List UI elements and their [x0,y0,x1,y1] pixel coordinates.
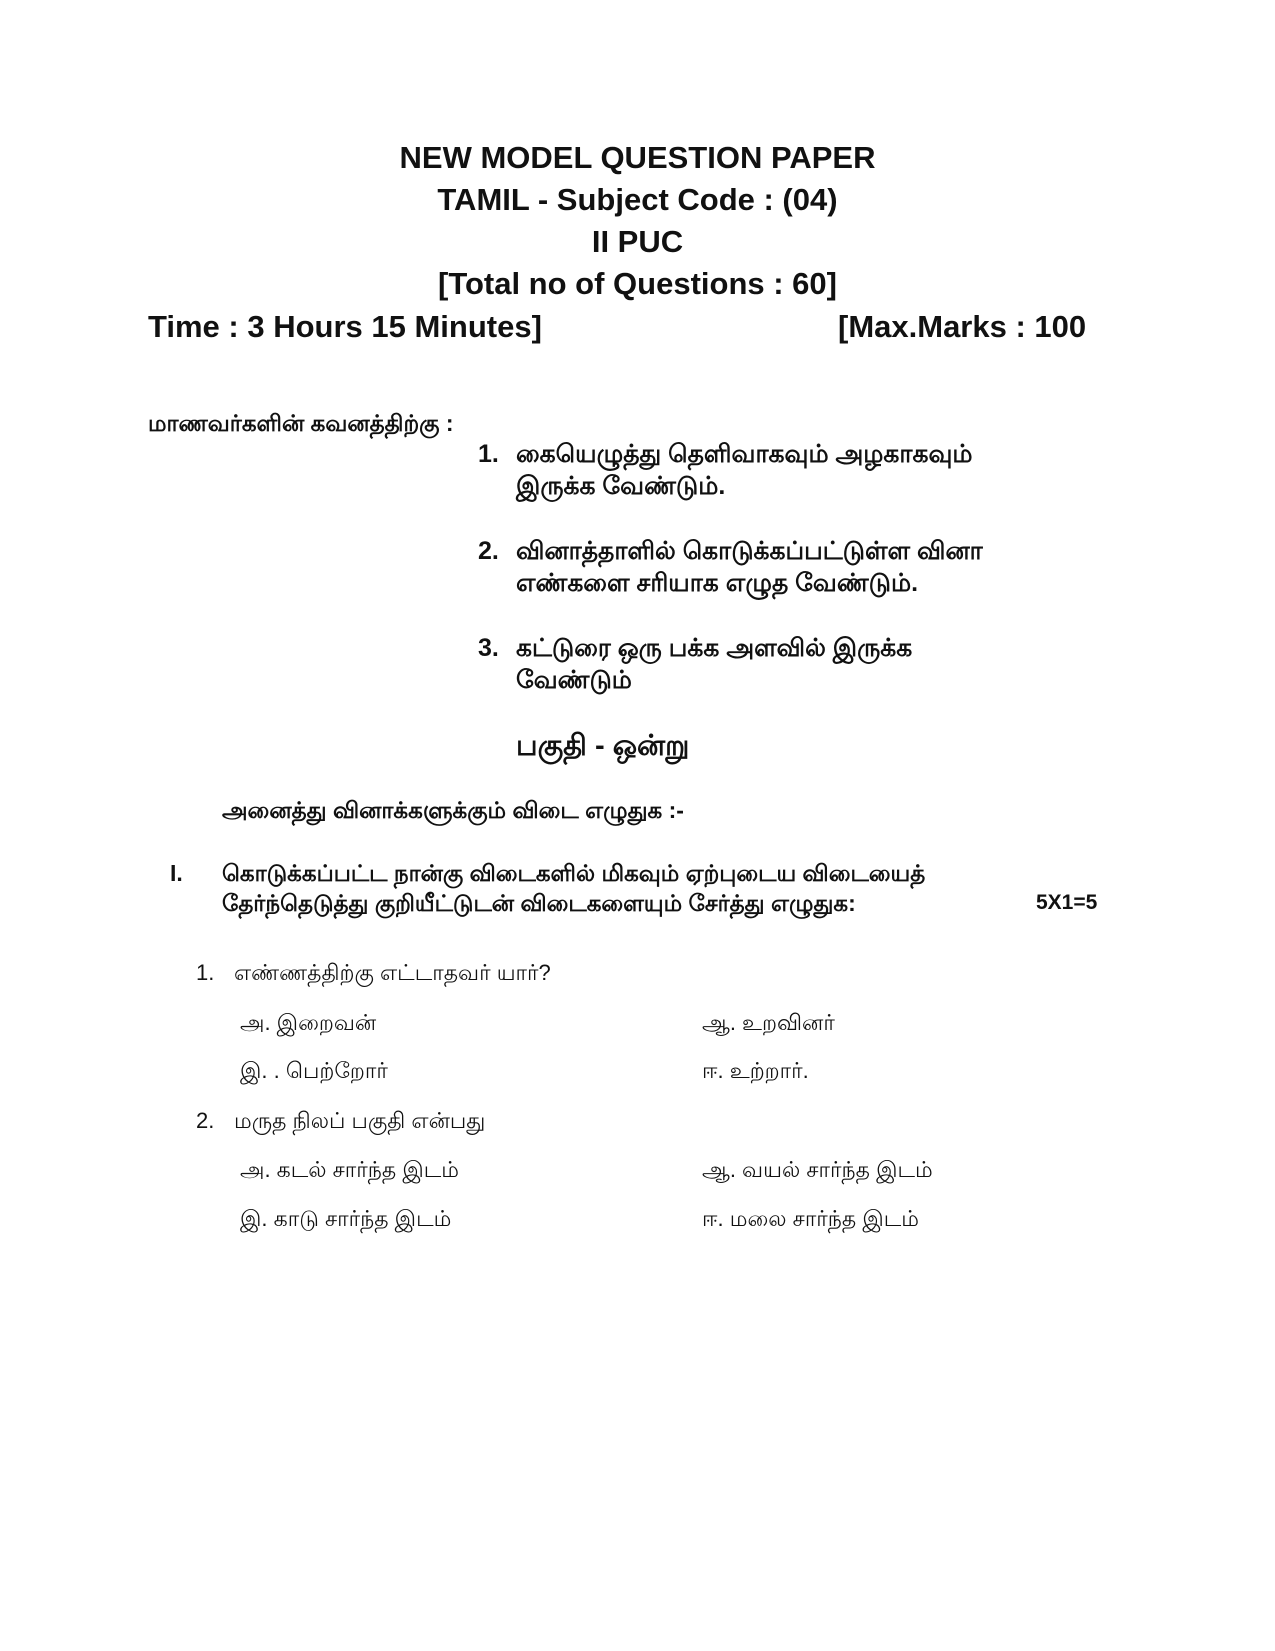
instruction-number: 3. [478,634,499,662]
instruction-number: 1. [478,440,499,468]
instruction-line: எண்களை சரியாக எழுத வேண்டும். [516,569,919,597]
instruction-line: வினாத்தாளில் கொடுக்கப்பட்டுள்ள வினா [516,537,983,565]
section-instruction-line: கொடுக்கப்பட்ட நான்கு விடைகளில் மிகவும் ஏற்புடைய விடையைத் [222,860,926,886]
question-text: எண்ணத்திற்கு எட்டாதவர் யார்? [234,960,551,985]
question-number: 1. [196,960,215,985]
section-instruction-line: தேர்ந்தெடுத்து குறியீட்டுடன் விடைகளையும் சேர்த்து எழுதுக: [222,890,856,916]
instruction-line: கையெழுத்து தெளிவாகவும் அழகாகவும் [516,440,973,468]
answer-option: இ. காடு சார்ந்த இடம் [240,1206,452,1231]
answer-option: அ. கடல் சார்ந்த இடம் [240,1157,459,1182]
instruction-number: 2. [478,537,499,565]
instruction-line: இருக்க வேண்டும். [516,472,726,500]
time-allowed: Time : 3 Hours 15 Minutes] [148,309,542,344]
section-numeral: I. [170,860,183,886]
answer-option: ஆ. வயல் சார்ந்த இடம் [702,1157,933,1182]
part-title: பகுதி - ஒன்று [516,730,690,762]
instructions-heading: மாணவர்களின் கவனத்திற்கு : [148,410,454,436]
question-number: 2. [196,1108,215,1133]
question-text: மருத நிலப் பகுதி என்பது [234,1108,486,1133]
section-marks: 5X1=5 [1036,891,1098,914]
instruction-line: கட்டுரை ஒரு பக்க அளவில் இருக்க [516,634,913,662]
answer-option: அ. இறைவன் [240,1010,377,1035]
answer-option: ஆ. உறவினர் [702,1010,835,1035]
answer-option: இ. . பெற்றோர் [240,1058,388,1083]
answer-option: ஈ. மலை சார்ந்த இடம் [702,1206,919,1231]
subject-code: TAMIL - Subject Code : (04) [437,182,838,217]
class-name: II PUC [591,224,684,259]
part-directive: அனைத்து வினாக்களுக்கும் விடை எழுதுக :- [222,797,684,823]
answer-option: ஈ. உற்றார். [702,1058,809,1083]
instruction-line: வேண்டும் [516,666,632,694]
total-questions: [Total no of Questions : 60] [438,266,837,301]
paper-title: NEW MODEL QUESTION PAPER [399,140,876,175]
max-marks: [Max.Marks : 100 [838,309,1087,344]
